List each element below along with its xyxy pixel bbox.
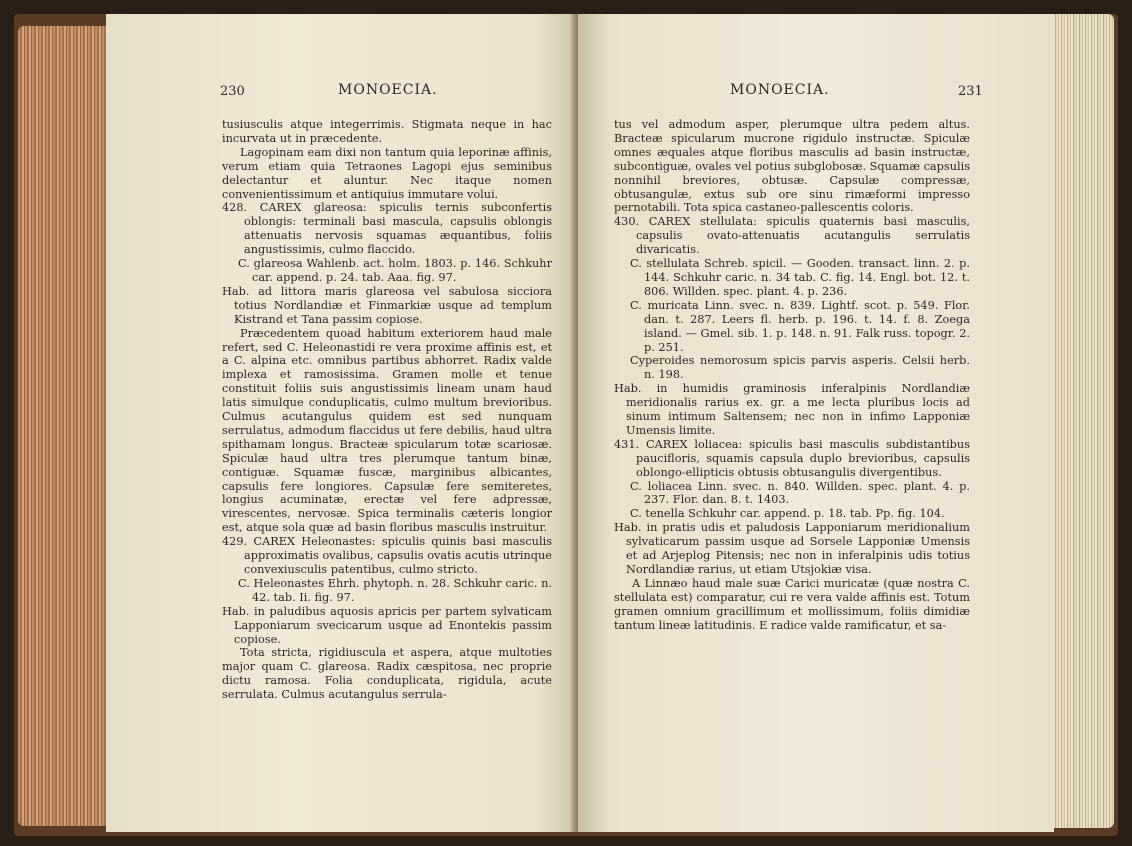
right-paragraph: C. stellulata Schreb. spicil. — Gooden. transact. linn. 2. p. 144. Schkuhr caric. n. 34 tab. C. fig. 14. Engl. bot. 12. t. 806. Willden. spec. plant. 4. p. 236.: [630, 257, 970, 298]
left-paragraph: Lagopinam eam dixi non tantum quia leporinæ affinis, verum etiam quia Tetraones Lagopi ejus seminibus delectantur et aluntur. Nec itaque nomen convenientissimum et antiquius immutare volui.: [222, 145, 552, 201]
page-edges-left: [18, 26, 110, 826]
right-paragraph: C. muricata Linn. svec. n. 839. Lightf. scot. p. 549. Flor. dan. t. 287. Leers fl. herb. p. 196. t. 14. f. 8. Zoega island. — Gmel. sib. 1. p. 148. n. 91. Falk russ. topogr. 2. p. 251.: [630, 298, 970, 354]
page-number-left: 230: [220, 84, 245, 99]
left-paragraph: 428. CAREX glareosa: spiculis ternis subconfertis oblongis: terminali basi mascula, capsulis oblongis attenuatis nervosis squamas æquantibus, foliis angustissimis, culmo flaccido.: [222, 201, 552, 257]
page-edges-right: [1050, 14, 1114, 828]
right-paragraph: C. tenella Schkuhr car. append. p. 18. tab. Pp. fig. 104.: [630, 507, 945, 521]
left-paragraph: tusiusculis atque integerrimis. Stigmata neque in hac incurvata ut in præcedente.: [222, 118, 552, 145]
right-paragraph: Cyperoides nemorosum spicis parvis asperis. Celsii herb. n. 198.: [630, 354, 970, 382]
right-paragraph: C. loliacea Linn. svec. n. 840. Willden. spec. plant. 4. p. 237. Flor. dan. 8. t. 1403.: [630, 479, 970, 507]
page-number-right: 231: [958, 84, 983, 99]
left-text-block: [222, 118, 552, 702]
left-paragraph: Hab. in paludibus aquosis apricis per partem sylvaticam Lapponiarum svecicarum usque ad Enontekis passim copiose.: [222, 604, 552, 646]
left-paragraph: Præcedentem quoad habitum exteriorem haud male refert, sed C. Heleonastidi re vera proxime affinis est, et a C. alpina etc. omnibus partibus abhorret. Radix valde implexa et ramosissima. Gramen molle et tenue constituit foliis suis angustissimis lineam unam haud latis simulque conduplicatis, culmo multum brevioribus. Culmus acutangulus quidem est sed nunquam serrulatus, admodum flaccidus ut fere debilis, haud ultra spithamam longus. Bracteæ spicularum totæ scariosæ. Spiculæ haud ultra tres plerumque tantum binæ, contiguæ. Squamæ fuscæ, marginibus albicantes, capsulis fere longiores. Capsulæ fere semiteretes, longius acuminatæ, erectæ vel fere adpressæ, virescentes, nervosæ. Spica terminalis cæteris longior est, atque sola quæ ad basin floribus masculis instruitur.: [222, 326, 552, 535]
right-paragraph: Hab. in pratis udis et paludosis Lapponiarum meridionalium sylvaticarum passim usque ad Sorsele Lapponiæ Umensis et ad Arjeplog Pitensis; nec non in inferalpinis udis totius Nordlandiæ rarius, ut etiam Utsjokiæ visa.: [614, 521, 970, 576]
left-paragraph: C. glareosa Wahlenb. act. holm. 1803. p. 146. Schkuhr car. append. p. 24. tab. Aaa. fig. 97.: [238, 257, 552, 284]
right-page: [578, 14, 1054, 832]
left-paragraph: 429. CAREX Heleonastes: spiculis quinis basi masculis approximatis ovalibus, capsulis ovatis acutis utrinque convexiusculis patentibus, culmo stricto.: [222, 535, 552, 576]
right-paragraph: Hab. in humidis graminosis inferalpinis Nordlandiæ meridionalis rarius ex. gr. a me lecta pluribus locis ad sinum intimum Saltensem; nec non in infimo Lapponiæ Umensis limite.: [614, 382, 970, 437]
left-paragraph: C. Heleonastes Ehrh. phytoph. n. 28. Schkuhr caric. n. 42. tab. Ii. fig. 97.: [238, 576, 552, 604]
right-paragraph: tus vel admodum asper, plerumque ultra pedem altus. Bracteæ spicularum mucrone rigidulo instructæ. Spiculæ omnes æquales atque floribus masculis ad basin instructæ, subcontiguæ, ovales vel potius subglobosæ. Squamæ capsulis nonnihil breviores, obtusæ. Capsulæ compressæ, obtusangulæ, extus sub ore sinu rimæformi impresso pernotabili. Tota spica castaneo-pallescentis coloris.: [614, 118, 970, 215]
right-text-block: [614, 118, 970, 633]
right-paragraph: 431. CAREX loliacea: spiculis basi masculis subdistantibus paucifloris, squamis capsula duplo brevioribus, capsulis oblongo-ellipticis obtusis obtusangulis divergentibus.: [614, 437, 970, 479]
right-paragraph: 430. CAREX stellulata: spiculis quaternis basi masculis, capsulis ovato-attenuatis acutangulis serrulatis divaricatis.: [614, 215, 970, 257]
left-paragraph: Hab. ad littora maris glareosa vel sabulosa sicciora totius Nordlandiæ et Finmarkiæ usque ad templum Kistrand et Tana passim copiose.: [222, 284, 552, 326]
running-head-left: MONOECIA.: [338, 82, 438, 98]
running-head-right: MONOECIA.: [730, 82, 830, 98]
left-paragraph: Tota stricta, rigidiuscula et aspera, atque multoties major quam C. glareosa. Radix cæspitosa, nec proprie dictu ramosa. Folia conduplicata, rigidula, acute serrulata. Culmus acutangulus serrula-: [222, 646, 552, 702]
left-page: [106, 14, 576, 832]
right-paragraph: A Linnæo haud male suæ Carici muricatæ (quæ nostra C. stellulata est) comparatur, cui re vera valde affinis est. Totum gramen omnium gracillimum et mollissimum, foliis dimidiæ tantum lineæ latitudinis. E radice valde ramificatur, et sa-: [614, 576, 970, 632]
